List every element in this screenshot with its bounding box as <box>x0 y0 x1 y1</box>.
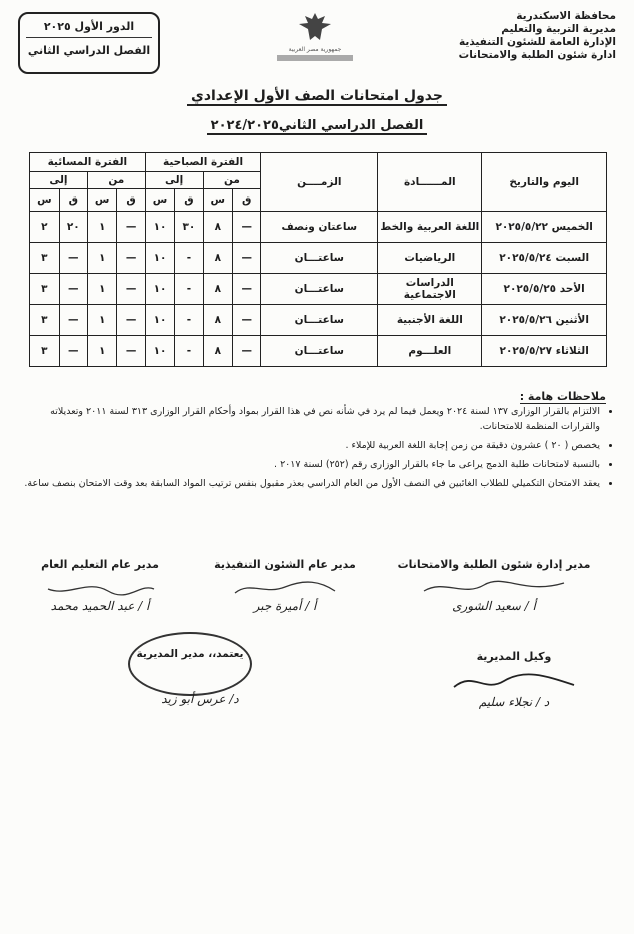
col-day: اليوم والتاريخ <box>482 153 607 212</box>
cell-evening-to-hour: ٣ <box>30 274 60 305</box>
cell-duration: ساعتـــان <box>261 274 378 305</box>
cell-evening-from-min: — <box>117 212 145 243</box>
signer-name: أ / سعيد الشورى <box>452 599 536 613</box>
signature-scribble-icon <box>414 577 574 599</box>
minute-header: ق <box>233 189 261 212</box>
cell-morning-from-min: — <box>233 305 261 336</box>
signature-student-affairs <box>394 558 594 613</box>
cell-morning-from-hour: ٨ <box>203 243 233 274</box>
eagle-icon <box>295 10 335 46</box>
issuer-line: مديرية التربية والتعليم <box>501 23 616 35</box>
table-row <box>30 336 607 367</box>
note-item: • يخصص ( ٢٠ ) عشرون دقيقة من زمن إجابة اللغة العربية للإملاء . <box>10 438 600 453</box>
cell-morning-to-hour: ١٠ <box>145 305 175 336</box>
cell-evening-to-hour: ٣ <box>30 336 60 367</box>
cell-subject: اللغة العربية والخط <box>378 212 482 243</box>
stamp-text: يعتمد،، مدير المديرية <box>136 648 244 660</box>
morning-to-header: إلى <box>145 172 203 189</box>
cell-day: الخميس ٢٠٢٥/٥/٢٢ <box>482 212 607 243</box>
col-subject: المــــــادة <box>378 153 482 212</box>
table-row <box>30 243 607 274</box>
table-row <box>30 212 607 243</box>
note-item: • الالتزام بالقرار الوزارى ١٣٧ لسنة ٢٠٢٤ ويعمل فيما لم يرد في شأنه نص في هذا القرار بمواد وأحكام القرار الوزارى ٣١٣ لسنة ٢٠١١ وتعديلاته والقرارات المنظمة للامتحانات. <box>10 404 600 434</box>
ministry-logo-icon <box>275 53 355 63</box>
issuer-header <box>446 10 616 62</box>
minute-header: ق <box>117 189 145 212</box>
table-row <box>30 274 607 305</box>
signer-name: أ / عبد الحميد محمد <box>50 599 150 613</box>
signer-title: مدير عام التعليم العام <box>41 558 159 571</box>
signature-executive-affairs <box>210 558 360 613</box>
cell-evening-to-hour: ٣ <box>30 243 60 274</box>
signer-title: مدير عام الشئون التنفيذية <box>214 558 356 571</box>
cell-evening-to-min: — <box>59 305 87 336</box>
hour-header: س <box>145 189 175 212</box>
signature-general-education <box>30 558 170 613</box>
cell-morning-to-hour: ١٠ <box>145 212 175 243</box>
morning-period-header: الفترة الصباحية <box>145 153 261 172</box>
evening-to-header: إلى <box>30 172 88 189</box>
cell-duration: ساعتـــان <box>261 305 378 336</box>
page-title: جدول امتحانات الصف الأول الإعدادي <box>0 88 634 104</box>
note-item: • يعقد الامتحان التكميلي للطلاب الغائبين في النصف الأول من العام الدراسي بعذر مقبول بنفس ترتيب المواد السابقة بعد وقت الامتحان بنصف ساعة. <box>10 476 600 491</box>
cell-duration: ساعتـــان <box>261 243 378 274</box>
cell-subject: الرياضيات <box>378 243 482 274</box>
cell-subject: اللغة الأجنبية <box>378 305 482 336</box>
signer-name: أ / أميرة جبر <box>253 599 317 613</box>
cell-evening-from-min: — <box>117 243 145 274</box>
cell-evening-from-min: — <box>117 336 145 367</box>
notes-title: ملاحظات هامة : <box>519 390 606 403</box>
cell-morning-from-min: — <box>233 274 261 305</box>
hour-header: س <box>87 189 117 212</box>
cell-day: الثلاثاء ٢٠٢٥/٥/٢٧ <box>482 336 607 367</box>
cell-evening-to-min: — <box>59 336 87 367</box>
cell-morning-to-hour: ١٠ <box>145 336 175 367</box>
notes-list <box>10 404 614 495</box>
minute-header: ق <box>175 189 203 212</box>
note-item: • بالنسبة لامتحانات طلبة الدمج يراعى ما جاء بالقرار الوزارى رقم (٢٥٢) لسنة ٢٠١٧ . <box>10 457 600 472</box>
cell-duration: ساعتـــان <box>261 336 378 367</box>
cell-evening-to-min: ٢٠ <box>59 212 87 243</box>
cell-morning-from-hour: ٨ <box>203 305 233 336</box>
signature-scribble-icon <box>40 577 160 599</box>
cell-evening-to-hour: ٣ <box>30 305 60 336</box>
issuer-line: محافظة الاسكندرية <box>516 10 616 22</box>
cell-morning-from-min: — <box>233 243 261 274</box>
cell-subject: الدراسات الاجتماعية <box>378 274 482 305</box>
minute-header: ق <box>59 189 87 212</box>
cell-evening-to-min: — <box>59 243 87 274</box>
cell-evening-to-hour: ٢ <box>30 212 60 243</box>
cell-morning-from-hour: ٨ <box>203 274 233 305</box>
signature-scribble-icon <box>225 577 345 599</box>
signer-name: د / نجلاء سليم <box>478 695 550 709</box>
emblem-caption: جمهورية مصر العربية <box>288 46 342 53</box>
cell-day: الأحد ٢٠٢٥/٥/٢٥ <box>482 274 607 305</box>
cell-morning-to-min: - <box>175 336 203 367</box>
approval-stamp <box>128 632 252 696</box>
cell-evening-from-hour: ١ <box>87 305 117 336</box>
signer-title: وكيل المديرية <box>476 650 552 663</box>
director-name: د/ عرس أبو زيد <box>161 692 239 706</box>
cell-morning-to-min: - <box>175 274 203 305</box>
cell-morning-from-hour: ٨ <box>203 336 233 367</box>
table-row <box>30 305 607 336</box>
hour-header: س <box>30 189 60 212</box>
director-signature <box>140 692 260 706</box>
exam-schedule-table <box>29 152 607 367</box>
eagle-emblem <box>270 10 360 68</box>
cell-morning-to-hour: ١٠ <box>145 243 175 274</box>
exam-round-box <box>18 12 160 74</box>
cell-day: السبت ٢٠٢٥/٥/٢٤ <box>482 243 607 274</box>
cell-morning-from-min: — <box>233 336 261 367</box>
evening-from-header: من <box>87 172 145 189</box>
morning-from-header: من <box>203 172 261 189</box>
cell-morning-to-min: - <box>175 305 203 336</box>
cell-evening-from-hour: ١ <box>87 243 117 274</box>
signature-deputy <box>434 650 594 709</box>
cell-morning-to-hour: ١٠ <box>145 274 175 305</box>
cell-duration: ساعتان ونصف <box>261 212 378 243</box>
cell-evening-from-hour: ١ <box>87 336 117 367</box>
col-duration: الزمــــن <box>261 153 378 212</box>
cell-subject: العلـــوم <box>378 336 482 367</box>
cell-evening-to-min: — <box>59 274 87 305</box>
hour-header: س <box>203 189 233 212</box>
cell-morning-to-min: - <box>175 243 203 274</box>
issuer-line: ادارة شئون الطلبة والامتحانات <box>458 49 616 61</box>
cell-evening-from-hour: ١ <box>87 274 117 305</box>
cell-morning-from-hour: ٨ <box>203 212 233 243</box>
signer-title: مدير إدارة شئون الطلبة والامتحانات <box>397 558 591 571</box>
cell-morning-to-min: ٣٠ <box>175 212 203 243</box>
semester-label: الفصل الدراسي الثاني <box>27 44 151 57</box>
cell-evening-from-min: — <box>117 274 145 305</box>
evening-period-header: الفترة المسائية <box>30 153 146 172</box>
issuer-line: الإدارة العامة للشئون التنفيذية <box>459 36 616 48</box>
signature-scribble-icon <box>444 667 584 695</box>
cell-evening-from-min: — <box>117 305 145 336</box>
cell-day: الأثنين ٢٠٢٥/٥/٢٦ <box>482 305 607 336</box>
cell-evening-from-hour: ١ <box>87 212 117 243</box>
cell-morning-from-min: — <box>233 212 261 243</box>
round-label: الدور الأول ٢٠٢٥ <box>26 20 152 38</box>
page-subtitle: الفصل الدراسي الثاني٢٠٢٤/٢٠٢٥ <box>0 118 634 133</box>
